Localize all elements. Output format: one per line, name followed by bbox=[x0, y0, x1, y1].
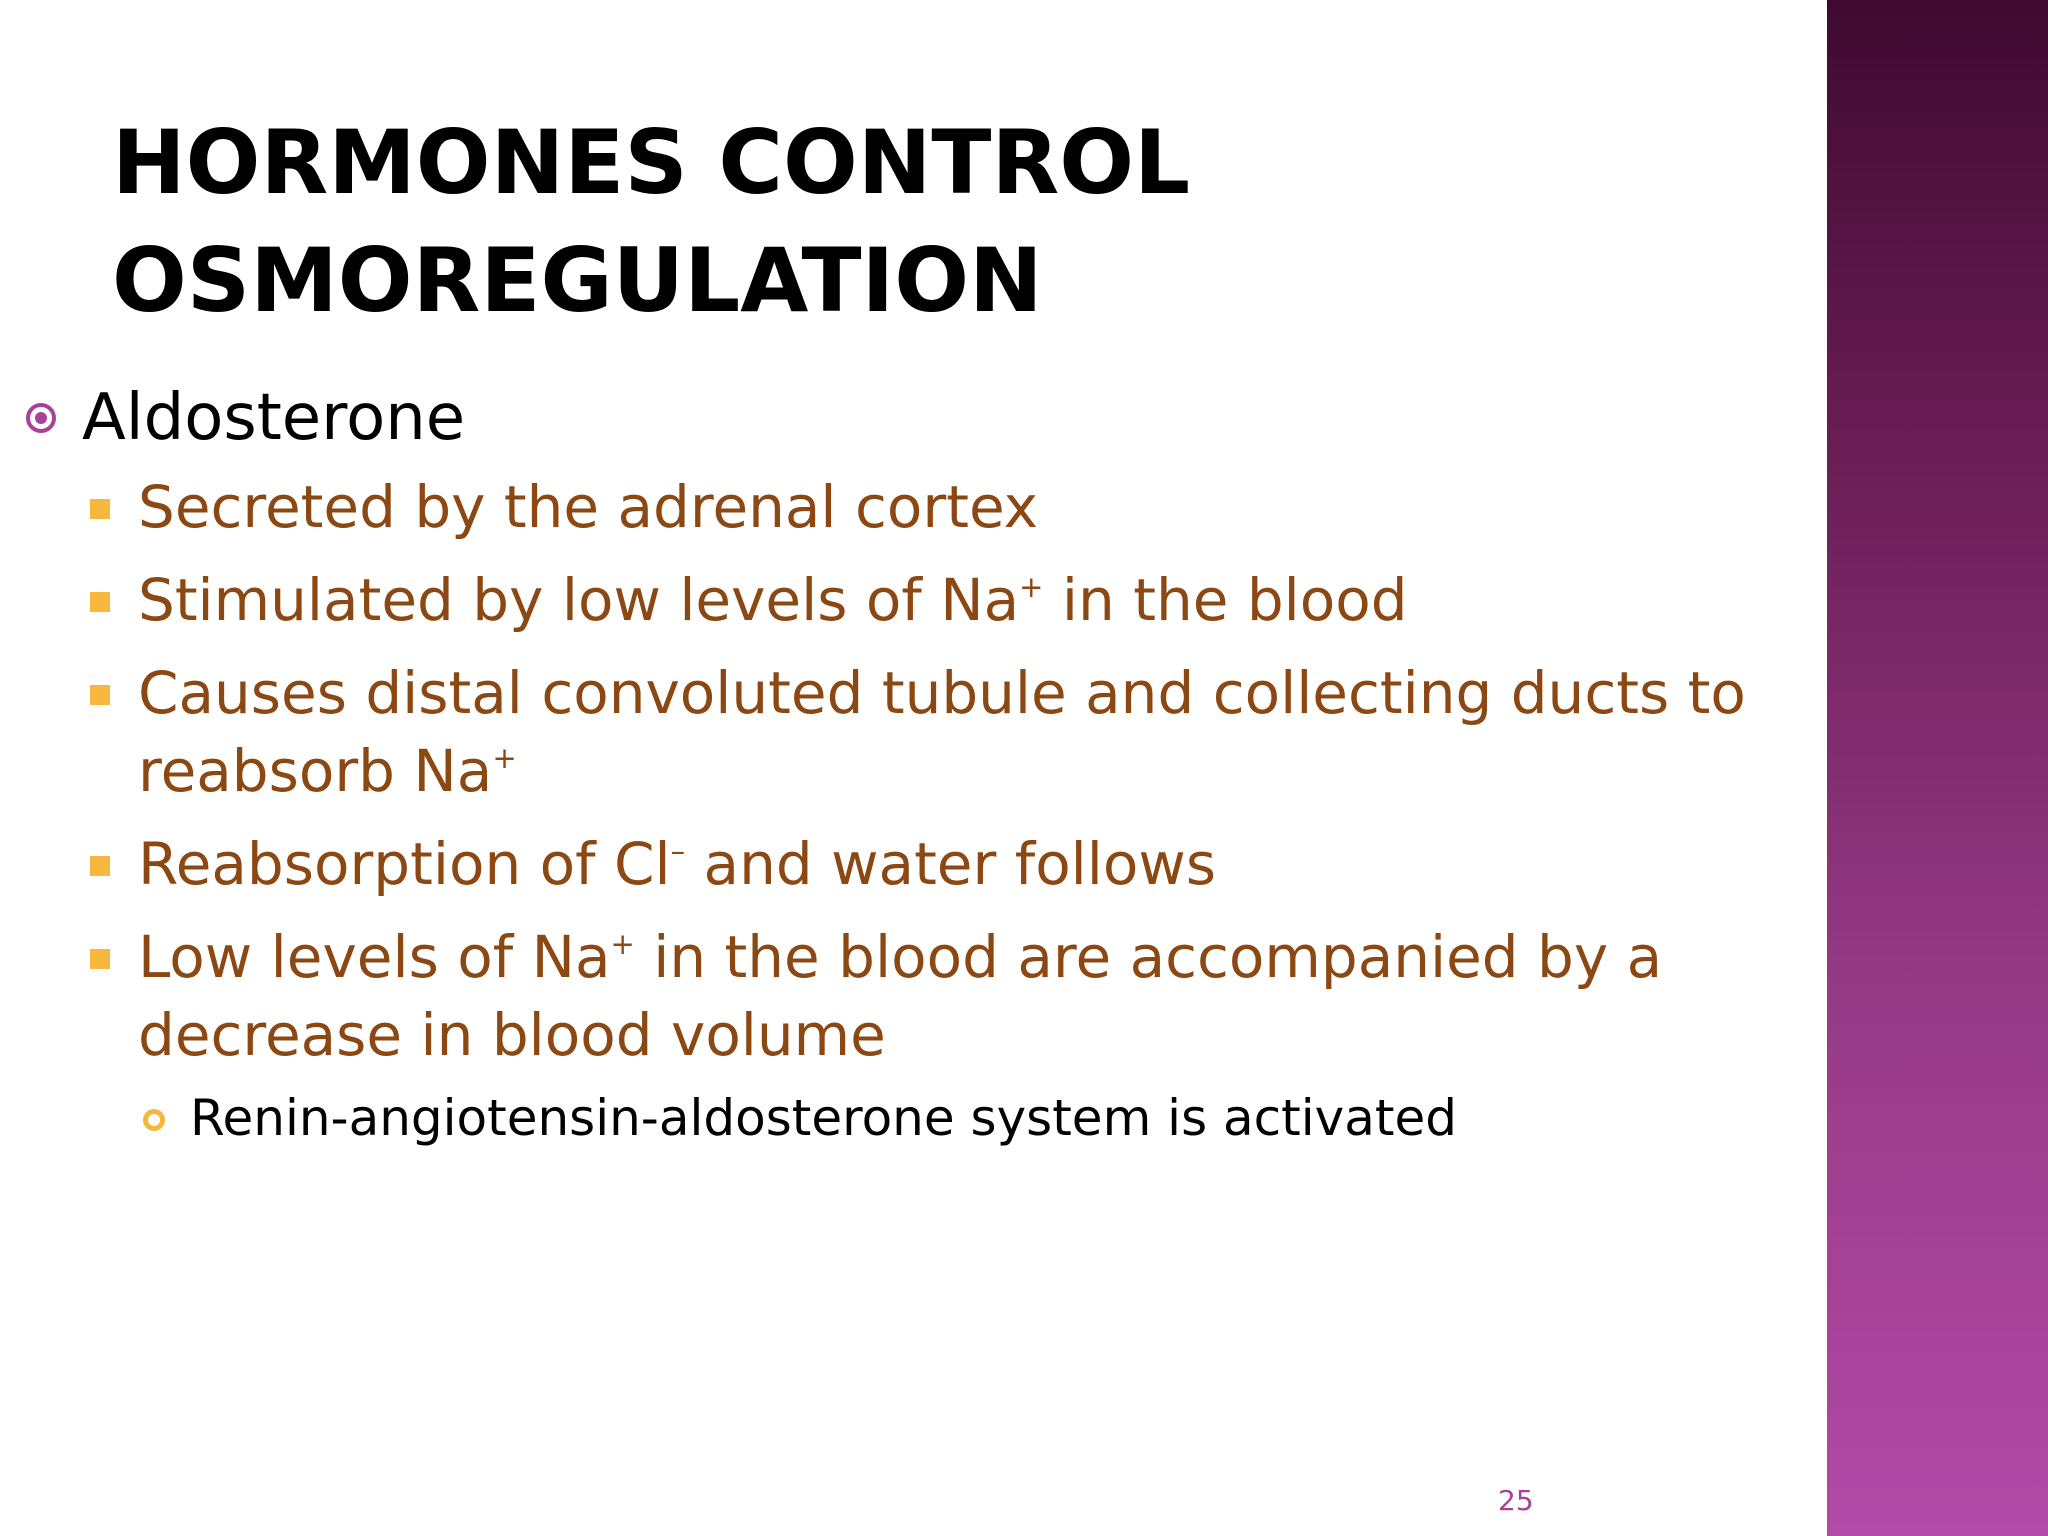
bullet-text-pre: Stimulated by low levels of Na bbox=[138, 566, 1020, 634]
bullet-text-pre: Low levels of Na bbox=[138, 923, 611, 991]
superscript-charge: – bbox=[670, 833, 686, 868]
superscript-charge: + bbox=[610, 926, 635, 961]
bullet-text-post: in the blood bbox=[1043, 566, 1408, 634]
page-number: 25 bbox=[1498, 1484, 1534, 1517]
decorative-side-band bbox=[1827, 0, 2048, 1536]
superscript-charge: + bbox=[492, 740, 517, 775]
square-bullet-icon bbox=[90, 856, 110, 876]
bullet-stimulated bbox=[0, 561, 1778, 639]
bullet-low-levels bbox=[0, 918, 1778, 1074]
bullet-text-post: in the blood are accompanied by a decrease in blood volume bbox=[138, 923, 1663, 1069]
bullet-text: Secreted by the adrenal cortex bbox=[138, 473, 1038, 541]
circle-dot-bullet-icon bbox=[26, 403, 56, 433]
ring-bullet-icon bbox=[143, 1109, 165, 1131]
slide-content bbox=[0, 376, 1800, 1151]
bullet-text-pre: Causes distal convoluted tubule and collecting ducts to reabsorb Na bbox=[138, 659, 1746, 805]
sub-bullet-text: Renin-angiotensin-aldosterone system is activated bbox=[190, 1089, 1457, 1147]
sub-bullet-renin bbox=[0, 1085, 1800, 1151]
bullet-level1-text: Aldosterone bbox=[82, 381, 466, 455]
superscript-charge: + bbox=[1019, 569, 1044, 604]
bullet-text-post: and water follows bbox=[685, 830, 1217, 898]
bullet-secreted bbox=[0, 468, 1778, 546]
square-bullet-icon bbox=[90, 592, 110, 612]
square-bullet-icon bbox=[90, 499, 110, 519]
bullet-text-pre: Reabsorption of Cl bbox=[138, 830, 671, 898]
slide-title: HORMONES CONTROL OSMOREGULATION bbox=[112, 111, 1191, 332]
bullet-level1 bbox=[0, 376, 1800, 460]
bullet-causes bbox=[0, 654, 1778, 810]
bullet-reabsorption bbox=[0, 825, 1778, 903]
square-bullet-icon bbox=[90, 685, 110, 705]
square-bullet-icon bbox=[90, 949, 110, 969]
